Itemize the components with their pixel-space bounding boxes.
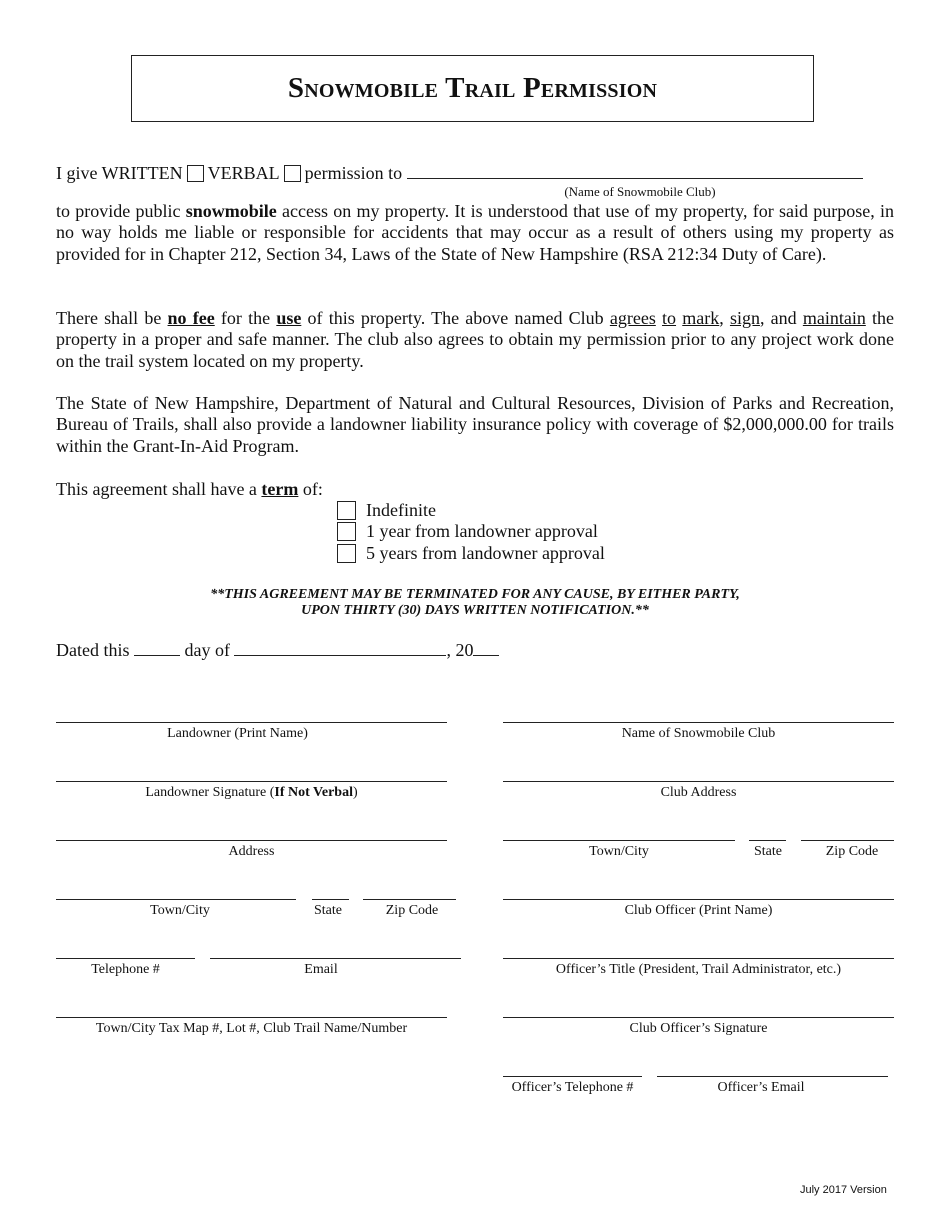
email-label: Email (304, 962, 338, 977)
maintain-text: maintain (802, 308, 866, 328)
sig-label-bold: If Not Verbal (274, 785, 353, 800)
term-checkbox[interactable] (337, 522, 356, 541)
tax-map-label: Town/City Tax Map #, Lot #, Club Trail Name/Number (95, 1021, 408, 1036)
dated-this-label: Dated this (56, 640, 130, 660)
telephone-line[interactable] (56, 958, 195, 959)
officer-print-line[interactable] (503, 899, 894, 900)
verbal-label: VERBAL (207, 163, 280, 183)
sign-text: sign (729, 308, 760, 328)
landowner-signature-line[interactable] (56, 781, 447, 782)
para1-text-rest: access on my property. It is understood that use of my property, for said purpose, in no way holds me liable or responsible for accidents that may occur as a result of others using my property as provided for in Chapter 212, Section 34, Laws of the State of New Hampshire (RSA 212:34 Duty of Care). (56, 201, 894, 264)
club-name-line[interactable] (503, 722, 894, 723)
tax-map-line[interactable] (56, 1017, 447, 1018)
club-zip-line[interactable] (801, 840, 894, 841)
permission-line (56, 163, 863, 184)
club-name-caption: (Name of Snowmobile Club) (564, 184, 716, 199)
termination-notice (0, 587, 950, 619)
verbal-checkbox[interactable] (284, 165, 301, 182)
title-box (131, 55, 814, 122)
para2-text: the property in a proper and safe manner. The club also agrees to obtain my permission prior to any project work done on the trail system located on my property. (56, 308, 895, 371)
term-checkbox[interactable] (337, 544, 356, 563)
term-options (337, 500, 605, 564)
term-bold: term (261, 479, 299, 499)
landowner-print-label: Landowner (Print Name) (167, 726, 308, 741)
para2-text: , and (759, 308, 803, 328)
club-name-label: Name of Snowmobile Club (621, 726, 776, 741)
telephone-label: Telephone # (91, 962, 160, 977)
month-field[interactable] (234, 641, 446, 656)
to-text: to (662, 308, 677, 328)
officer-email-line[interactable] (657, 1076, 888, 1077)
officer-phone-label: Officer’s Telephone # (511, 1080, 634, 1095)
club-name-field[interactable] (407, 164, 863, 179)
paragraph-insurance: The State of New Hampshire, Department of Natural and Cultural Resources, Division of Parks and Recreation, Bureau of Trails, shall also provide a landowner liability insurance policy with coverage of $2,000,000.00 for trails within the Grant-In-Aid Program. (56, 393, 894, 456)
term-option-label: 5 years from landowner approval (366, 542, 605, 563)
address-label: Address (228, 844, 275, 859)
club-state-label: State (754, 844, 782, 859)
i-give-label: I give WRITTEN (56, 163, 183, 183)
paragraph-access (56, 201, 894, 265)
term-line (56, 479, 323, 500)
town-city-line[interactable] (56, 899, 296, 900)
sig-label-text: ) (352, 785, 358, 800)
use-text: use (276, 308, 302, 328)
year-prefix: , 20 (446, 640, 474, 660)
no-fee-text: no fee (167, 308, 215, 328)
day-of-label: day of (184, 640, 230, 660)
term-option-5-years[interactable] (337, 543, 605, 564)
day-field[interactable] (134, 641, 180, 656)
officer-email-label: Officer’s Email (717, 1080, 805, 1095)
para2-text: There shall be (56, 308, 168, 328)
club-town-city-label: Town/City (589, 844, 649, 859)
state-label: State (314, 903, 342, 918)
para2-text: , (719, 308, 730, 328)
agrees-text: agrees (609, 308, 656, 328)
zip-line[interactable] (363, 899, 456, 900)
para2-text: of this property. The above named Club (301, 308, 610, 328)
officer-title-label: Officer’s Title (President, Trail Administrator, etc.) (555, 962, 842, 977)
term-option-label: 1 year from landowner approval (366, 521, 598, 542)
officer-title-line[interactable] (503, 958, 894, 959)
officer-signature-line[interactable] (503, 1017, 894, 1018)
paragraph-no-fee (56, 308, 894, 372)
town-city-label: Town/City (150, 903, 210, 918)
term-option-label: Indefinite (366, 500, 436, 520)
mark-text: mark (682, 308, 720, 328)
zip-label: Zip Code (385, 903, 439, 918)
permission-to-label: permission to (304, 163, 403, 183)
para1-bold: snowmobile (185, 201, 277, 221)
club-state-line[interactable] (749, 840, 786, 841)
address-line[interactable] (56, 840, 447, 841)
written-checkbox[interactable] (187, 165, 204, 182)
sig-label-text: Landowner Signature ( (145, 785, 275, 800)
landowner-print-line[interactable] (56, 722, 447, 723)
term-option-indefinite[interactable] (337, 500, 605, 521)
club-address-label: Club Address (660, 785, 737, 800)
club-zip-label: Zip Code (825, 844, 879, 859)
term-checkbox[interactable] (337, 501, 356, 520)
page-title: Snowmobile Trail Permission (287, 72, 658, 104)
email-line[interactable] (210, 958, 461, 959)
year-field[interactable] (473, 641, 499, 656)
club-address-line[interactable] (503, 781, 894, 782)
dated-line (56, 640, 499, 661)
state-line[interactable] (312, 899, 349, 900)
officer-signature-label: Club Officer’s Signature (629, 1021, 768, 1036)
club-town-city-line[interactable] (503, 840, 735, 841)
officer-print-label: Club Officer (Print Name) (624, 903, 773, 918)
para2-text: for the (214, 308, 277, 328)
term-option-1-year[interactable] (337, 521, 605, 542)
term-text: This agreement shall have a (56, 479, 262, 499)
term-text: of: (298, 479, 323, 499)
para1-text: to provide public (56, 201, 186, 221)
landowner-signature-label (56, 785, 447, 801)
notice-line-2: UPON THIRTY (30) DAYS WRITTEN NOTIFICATION.** (301, 603, 649, 618)
notice-line-1: **THIS AGREEMENT MAY BE TERMINATED FOR ANY CAUSE, BY EITHER PARTY, (210, 587, 740, 602)
officer-phone-line[interactable] (503, 1076, 642, 1077)
version-text: July 2017 Version (800, 1184, 887, 1196)
